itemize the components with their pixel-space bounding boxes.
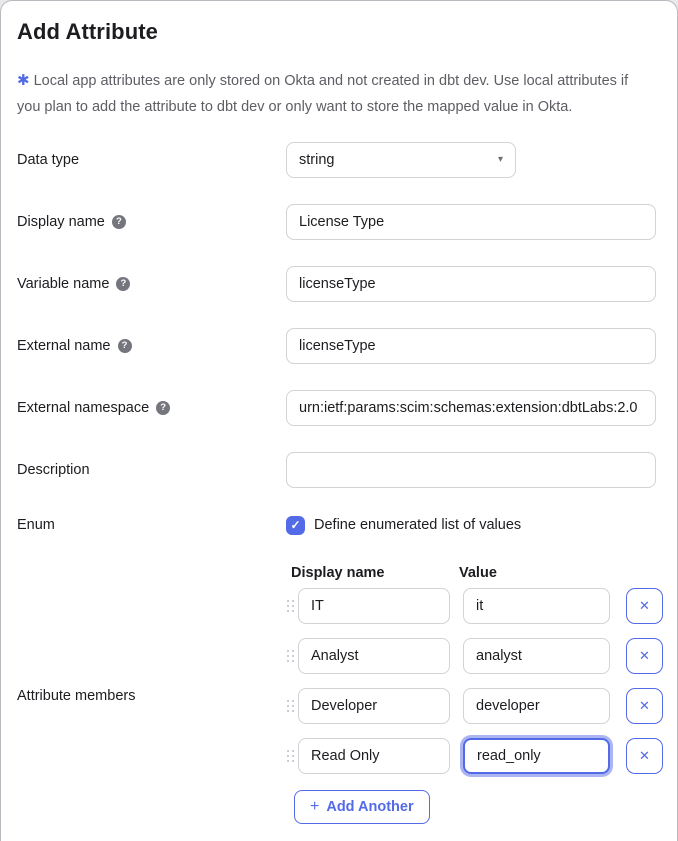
note-text: Local app attributes are only stored on Okta and not created in dbt dev. Use local attributes if you plan to add the attribute to dbt dev or only want to store the mapped value in Okta.	[17, 73, 629, 115]
variable-name-input[interactable]	[286, 266, 656, 302]
external-name-input[interactable]	[286, 328, 656, 364]
member-row	[286, 738, 663, 774]
attribute-members-row	[17, 565, 655, 824]
variable-name-label: Variable name ?	[17, 276, 286, 292]
drag-handle-icon[interactable]	[286, 699, 294, 713]
add-another-label: Add Another	[326, 799, 414, 815]
help-icon[interactable]: ?	[116, 277, 130, 291]
display-name-label: Display name ?	[17, 214, 286, 230]
description-input[interactable]	[286, 452, 656, 488]
asterisk-icon: ✱	[17, 72, 30, 89]
member-row	[286, 688, 663, 724]
plus-icon: +	[310, 798, 320, 815]
column-header-value: Value	[459, 565, 497, 581]
page-title: Add Attribute	[17, 19, 159, 44]
add-attribute-form	[17, 142, 655, 824]
members-column-headers	[286, 565, 663, 581]
column-header-display-name: Display name	[291, 565, 385, 581]
enum-checkbox-wrap	[286, 516, 655, 535]
external-namespace-input[interactable]	[286, 390, 656, 426]
description-label: Description	[17, 462, 90, 478]
help-icon[interactable]: ?	[118, 339, 132, 353]
remove-member-button[interactable]	[626, 638, 663, 674]
remove-member-button[interactable]	[626, 738, 663, 774]
drag-handle-icon[interactable]	[286, 649, 294, 663]
description-row	[17, 452, 655, 488]
drag-handle-icon[interactable]	[286, 749, 294, 763]
enum-label: Enum	[17, 517, 55, 533]
member-display-name-input[interactable]	[298, 688, 450, 724]
attribute-members-label: Attribute members	[17, 687, 136, 704]
member-display-name-input[interactable]	[298, 588, 450, 624]
remove-member-button[interactable]	[626, 588, 663, 624]
member-row	[286, 638, 663, 674]
remove-member-button[interactable]	[626, 688, 663, 724]
external-name-label: External name ?	[17, 338, 286, 354]
external-namespace-row	[17, 390, 655, 426]
data-type-label: Data type	[17, 152, 80, 168]
external-name-row	[17, 328, 655, 364]
enum-checkbox[interactable]: ✓	[286, 516, 305, 535]
member-display-name-input[interactable]	[298, 638, 450, 674]
close-icon: ✕	[639, 648, 650, 663]
data-type-row	[17, 142, 655, 178]
data-type-select[interactable]	[286, 142, 516, 178]
help-icon[interactable]: ?	[156, 401, 170, 415]
member-value-input[interactable]	[463, 638, 610, 674]
member-value-input[interactable]	[463, 588, 610, 624]
member-row	[286, 588, 663, 624]
help-icon[interactable]: ?	[112, 215, 126, 229]
drag-handle-icon[interactable]	[286, 599, 294, 613]
close-icon: ✕	[639, 698, 650, 713]
display-name-input[interactable]	[286, 204, 656, 240]
data-type-selected-value: string	[299, 152, 335, 168]
enum-row	[17, 514, 655, 536]
local-attribute-note	[17, 68, 655, 120]
member-display-name-input[interactable]	[298, 738, 450, 774]
close-icon: ✕	[639, 748, 650, 763]
add-another-button[interactable]	[294, 790, 430, 824]
caret-down-icon: ▾	[497, 154, 503, 165]
external-namespace-label: External namespace ?	[17, 400, 286, 416]
display-name-row	[17, 204, 655, 240]
member-value-input-focused[interactable]	[463, 738, 610, 774]
variable-name-row	[17, 266, 655, 302]
member-value-input[interactable]	[463, 688, 610, 724]
close-icon: ✕	[639, 598, 650, 613]
enum-checkbox-label: Define enumerated list of values	[314, 517, 522, 533]
